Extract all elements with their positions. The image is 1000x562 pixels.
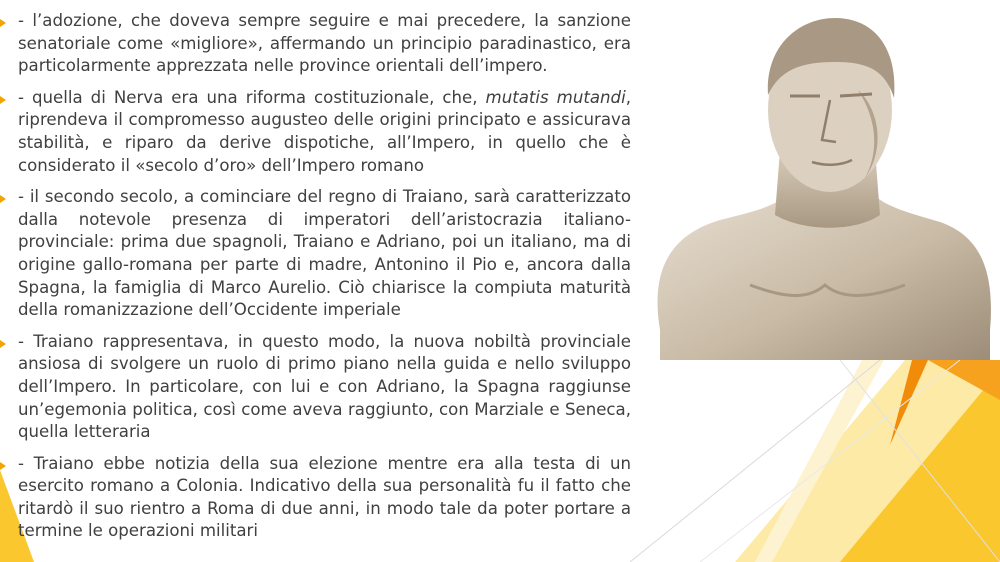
paragraph-secondo-secolo <box>18 186 631 322</box>
trajan-bust-image <box>640 0 1000 360</box>
paragraph-adozione <box>18 10 631 78</box>
bullet-marker <box>0 195 6 203</box>
paragraph-italic: mutatis mutandi <box>485 87 626 107</box>
bullet-marker <box>0 19 6 27</box>
bullet-marker <box>0 96 6 104</box>
paragraph-text-after: , riprendeva il compromesso augusteo delle origini principato e assicurava stabilità, e riparo da derive dispotiche, all’Impero, in quello che è considerato il «secolo d’oro» dell’Impero romano <box>18 87 631 175</box>
paragraph-text: - Traiano ebbe notizia della sua elezione mentre era alla testa di un esercito romano a Colonia. Indicativo della sua personalità fu il fatto che ritardò il suo rientro a Roma di due anni, in modo tale da poter portare a termine le operazioni militari <box>18 453 631 541</box>
paragraph-text: - Traiano rappresentava, in questo modo, la nuova nobiltà provinciale ansiosa di svolgere un ruolo di primo piano nella guida e nello sviluppo dell’Impero. In particolare, con lui e con Adriano, la Spagna raggiunse un’egemonia politica, così come aveva raggiunto, con Marziale e Seneca, quella letteraria <box>18 331 631 442</box>
text-content <box>18 10 631 552</box>
paragraph-traiano-elezione <box>18 453 631 543</box>
bust-illustration <box>640 0 1000 360</box>
paragraph-text: - l’adozione, che doveva sempre seguire e mai precedere, la sanzione senatoriale come «migliore», affermando un principio paradinastico, era particolarmente apprezzata nelle province orientali dell’impero. <box>18 11 631 76</box>
bullet-marker <box>0 462 6 470</box>
paragraph-nerva <box>18 87 631 177</box>
paragraph-text: - il secondo secolo, a cominciare del regno di Traiano, sarà caratterizzato dalla notevole presenza di imperatori dell’aristocrazia italiano-provinciale: prima due spagnoli, Traiano e Adriano, poi un italiano, ma di origine gallo-romana per parte di madre, Antonino il Pio e, ancora dalla Spagna, la famiglia di Marco Aurelio. Ciò chiarisce la compiuta maturità della romanizzazione dell’Occidente imperiale <box>18 187 631 320</box>
bullet-marker <box>0 340 6 348</box>
paragraph-traiano-nobilta <box>18 331 631 444</box>
paragraph-text-before: - quella di Nerva era una riforma costituzionale, che, <box>18 87 486 107</box>
